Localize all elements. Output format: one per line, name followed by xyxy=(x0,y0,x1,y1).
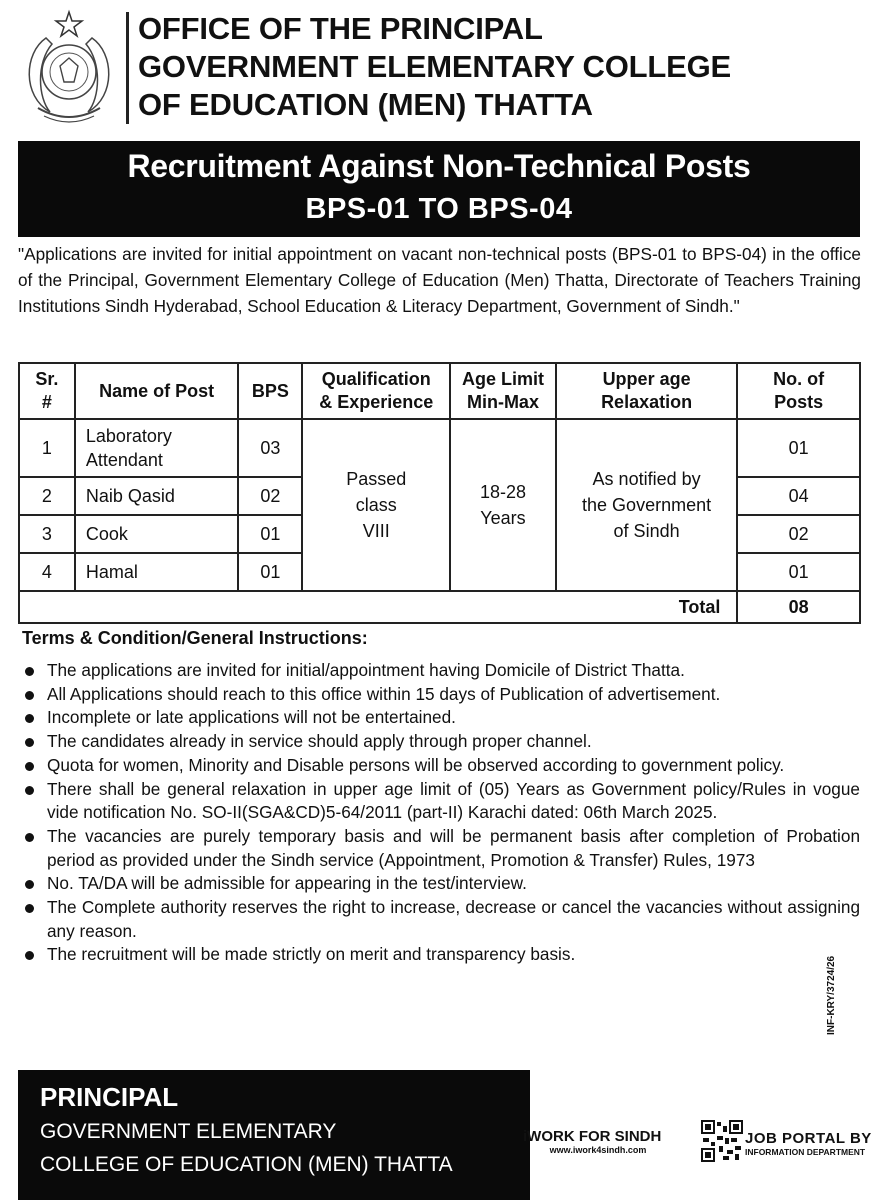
principal-label: PRINCIPAL xyxy=(40,1082,179,1112)
header-name-of-post: Name of Post xyxy=(75,363,239,419)
row-4-sr: 4 xyxy=(19,553,75,591)
job-portal-block xyxy=(745,1130,872,1157)
page-header xyxy=(0,0,879,140)
information-department-label: INFORMATION DEPARTMENT xyxy=(745,1147,866,1157)
qr-code-icon xyxy=(701,1120,743,1162)
row-4-bps: 01 xyxy=(238,553,302,591)
bullet-icon xyxy=(25,714,34,723)
office-title xyxy=(138,10,873,124)
list-item: There shall be general relaxation in upper age limit of (05) Years as Government policy/Rules in vogue vide notification No. SO-II(SGA&CD)5-64/2011 (part-II) Karachi dated: 06th March 2025. xyxy=(22,778,860,825)
row-3-name: Cook xyxy=(75,515,239,553)
footer xyxy=(18,1070,872,1200)
list-item: The candidates already in service should apply through proper channel. xyxy=(22,730,860,754)
bullet-icon xyxy=(25,667,34,676)
list-item: The Complete authority reserves the right to increase, decrease or cancel the vacancies without assigning any reason. xyxy=(22,896,860,943)
row-2-name: Naib Qasid xyxy=(75,477,239,515)
bullet-icon xyxy=(25,904,34,913)
row-2-bps: 02 xyxy=(238,477,302,515)
qualification-cell: Passed class VIII xyxy=(302,419,450,591)
total-value: 08 xyxy=(737,591,860,623)
header-age-limit: Age Limit Min-Max xyxy=(450,363,556,419)
list-item: The recruitment will be made strictly on merit and transparency basis. xyxy=(22,943,860,967)
row-2-posts: 04 xyxy=(737,477,860,515)
row-1-name: Laboratory Attendant xyxy=(75,419,239,477)
banner-subtitle: BPS-01 TO BPS-04 xyxy=(305,193,573,225)
list-item: No. TA/DA will be admissible for appearing in the test/interview. xyxy=(22,872,860,896)
row-1-sr: 1 xyxy=(19,419,75,477)
row-1-posts: 01 xyxy=(737,419,860,477)
table-row xyxy=(19,419,860,477)
total-label: Total xyxy=(19,591,737,623)
bullet-icon xyxy=(25,951,34,960)
principal-line-2: COLLEGE OF EDUCATION (MEN) THATTA xyxy=(40,1153,453,1176)
list-item: The vacancies are purely temporary basis and will be permanent basis after completion of Probation period as provided under the Sindh service (Appointment, Promotion & Transfer) Rules, 1973 xyxy=(22,825,860,872)
iwork-url: www.iwork4sindh.com xyxy=(549,1145,647,1155)
terms-list xyxy=(22,659,860,967)
terms-title: Terms & Condition/General Instructions: xyxy=(22,628,368,648)
principal-line-1: GOVERNMENT ELEMENTARY xyxy=(40,1120,337,1143)
bullet-icon xyxy=(25,786,34,795)
age-limit-cell: 18-28 Years xyxy=(450,419,556,591)
office-title-line-1: OFFICE OF THE PRINCIPAL xyxy=(138,11,543,46)
row-1-bps: 03 xyxy=(238,419,302,477)
principal-signature-block xyxy=(18,1070,530,1200)
iwork-logo-block xyxy=(523,1128,699,1164)
header-upper-age: Upper age Relaxation xyxy=(556,363,738,419)
header-sr: Sr. # xyxy=(19,363,75,419)
row-3-bps: 01 xyxy=(238,515,302,553)
job-portal-label: JOB PORTAL BY xyxy=(745,1130,872,1147)
list-item: All Applications should reach to this office within 15 days of Publication of advertisement. xyxy=(22,683,860,707)
bullet-icon xyxy=(25,738,34,747)
intro-paragraph: "Applications are invited for initial appointment on vacant non-technical posts (BPS-01 to BPS-04) in the office of the Principal, Government Elementary College of Education (Men) Thatta, Directorate of Teachers Training Institutions Sindh Hyderabad, School Education & Literacy Department, Government of Sindh." xyxy=(18,244,861,316)
table-header-row xyxy=(19,363,860,419)
bullet-icon xyxy=(25,880,34,889)
header-qualification: Qualification & Experience xyxy=(302,363,450,419)
row-4-posts: 01 xyxy=(737,553,860,591)
side-reference-code: INF-KRY/3724/26 xyxy=(826,955,837,1035)
bullet-icon xyxy=(25,762,34,771)
header-divider xyxy=(126,12,129,124)
banner-title: Recruitment Against Non-Technical Posts xyxy=(127,148,751,184)
header-no-of-posts: No. of Posts xyxy=(737,363,860,419)
table-total-row xyxy=(19,591,860,623)
posts-table xyxy=(18,362,861,624)
list-item: Incomplete or late applications will not be entertained. xyxy=(22,706,860,730)
header-bps: BPS xyxy=(238,363,302,419)
relaxation-cell: As notified by the Government of Sindh xyxy=(556,419,738,591)
row-3-sr: 3 xyxy=(19,515,75,553)
bullet-icon xyxy=(25,833,34,842)
office-title-line-3: OF EDUCATION (MEN) THATTA xyxy=(138,87,593,122)
row-4-name: Hamal xyxy=(75,553,239,591)
row-3-posts: 02 xyxy=(737,515,860,553)
list-item: Quota for women, Minority and Disable persons will be observed according to government policy. xyxy=(22,754,860,778)
recruitment-banner xyxy=(18,141,860,237)
sindh-government-emblem-icon xyxy=(16,8,122,126)
bullet-icon xyxy=(25,691,34,700)
list-item: The applications are invited for initial/appointment having Domicile of District Thatta. xyxy=(22,659,860,683)
office-title-line-2: GOVERNMENT ELEMENTARY COLLEGE xyxy=(138,49,731,84)
iwork-logo: iWORK FOR SINDH xyxy=(523,1128,662,1145)
row-2-sr: 2 xyxy=(19,477,75,515)
